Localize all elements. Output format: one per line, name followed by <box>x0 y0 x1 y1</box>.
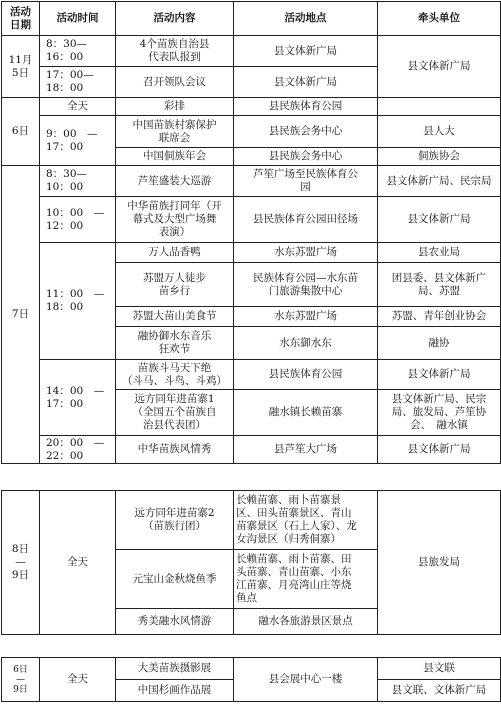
location-cell: 县民族会务中心 <box>234 116 378 148</box>
unit-cell <box>378 98 501 116</box>
table-row <box>2 98 501 116</box>
unit-cell: 苏盟、青年创业协会 <box>378 307 501 327</box>
unit-cell: 侗族协会 <box>378 148 501 166</box>
table-row <box>2 166 501 197</box>
content-cell: 中国杉画作品展 <box>116 680 234 702</box>
content-cell: 万人品香鸭 <box>116 243 234 263</box>
content-cell: 苏盟大苗山美食节 <box>116 307 234 327</box>
location-cell: 县民族体育公园 <box>234 360 378 390</box>
date-cell: 8日 — 9日 <box>2 491 40 635</box>
location-cell: 县芦笙大广场 <box>234 436 378 464</box>
date-cell: 7日 <box>2 166 40 464</box>
header-date: 活动 日期 <box>2 2 40 36</box>
content-cell: 彩排 <box>116 98 234 116</box>
date-cell: 6日 — 9日 <box>2 658 40 702</box>
location-cell: 长赖苗寨、雨卜苗寨景 区、田头苗寨景区、青山 苗寨景区（石上人家）、龙 女沟景区（归秀侗寨） <box>234 491 378 550</box>
content-cell: 苗族斗马天下绝 （斗马、斗鸟、斗鸡） <box>116 360 234 390</box>
time-cell: 14：00 — 17：00 <box>40 360 116 436</box>
content-cell: 元宝山金秋烧鱼季 <box>116 550 234 609</box>
unit-cell: 县文体新广局、民宗 局、旅发局、芦笙协 会、 融水镇 <box>378 390 501 436</box>
time-cell: 20：00 — 22：00 <box>40 436 116 464</box>
time-cell: 全天 <box>40 658 116 702</box>
content-cell: 中华苗族风情秀 <box>116 436 234 464</box>
unit-cell: 县文体新广局、民宗局 <box>378 166 501 197</box>
unit-cell: 县农业局 <box>378 243 501 263</box>
schedule-table-main <box>1 1 501 464</box>
time-cell: 8：30— 10：00 <box>40 166 116 197</box>
table-row <box>2 360 501 390</box>
time-cell: 17：00— 18：00 <box>40 67 116 98</box>
content-cell: 苏盟万人徒步 苗乡行 <box>116 263 234 307</box>
location-cell: 县民族会务中心 <box>234 148 378 166</box>
time-cell: 全天 <box>40 491 116 635</box>
date-cell: 6日 <box>2 98 40 166</box>
location-cell: 县文体新广局 <box>234 36 378 67</box>
location-cell: 县民族体育公园田径场 <box>234 197 378 243</box>
unit-cell: 县人大 <box>378 116 501 148</box>
content-cell: 芦笙盛装大巡游 <box>116 166 234 197</box>
content-cell: 召开领队会议 <box>116 67 234 98</box>
unit-cell: 县旅发局 <box>378 491 501 635</box>
content-cell: 中华苗族打同年（开 幕式及大型广场舞 表演） <box>116 197 234 243</box>
header-location: 活动地点 <box>234 2 378 36</box>
header-time: 活动时间 <box>40 2 116 36</box>
content-cell: 远方同年进苗寨1 （全国五个苗族自 治县代表团） <box>116 390 234 436</box>
content-cell: 中国苗族村寨保护 联席会 <box>116 116 234 148</box>
location-cell: 融水各旅游景区景点 <box>234 609 378 635</box>
table-row <box>2 436 501 464</box>
unit-cell: 县文联 <box>378 658 501 680</box>
content-cell: 秀美融水风情游 <box>116 609 234 635</box>
date-cell: 11月 5日 <box>2 36 40 98</box>
time-cell: 全天 <box>40 98 116 116</box>
time-cell: 8：30— 16：00 <box>40 36 116 67</box>
location-cell: 水东苏盟广场 <box>234 307 378 327</box>
location-cell: 民族体育公园—水东苗 门旅游集散中心 <box>234 263 378 307</box>
table-row <box>2 658 501 680</box>
header-unit: 牵头单位 <box>378 2 501 36</box>
header-content: 活动内容 <box>116 2 234 36</box>
content-cell: 大美苗族摄影展 <box>116 658 234 680</box>
table-row <box>2 491 501 550</box>
unit-cell: 县文联、文体新广局 <box>378 680 501 702</box>
table-row <box>2 116 501 148</box>
location-cell: 水东御水东 <box>234 327 378 360</box>
location-cell: 芦笙广场至民族体育公 园 <box>234 166 378 197</box>
location-cell: 融水镇长赖苗寨 <box>234 390 378 436</box>
time-cell: 11：00 — 18：00 <box>40 243 116 360</box>
header-row <box>2 2 501 36</box>
location-cell: 县民族体育公园 <box>234 98 378 116</box>
location-cell: 水东苏盟广场 <box>234 243 378 263</box>
content-cell: 远方同年进苗寨2 （苗族行团） <box>116 491 234 550</box>
table-row <box>2 36 501 67</box>
schedule-table-tourism <box>1 490 501 635</box>
unit-cell: 团县委、县文体新广 局、苏盟 <box>378 263 501 307</box>
location-cell: 县会展中心一楼 <box>234 658 378 702</box>
table-row <box>2 197 501 243</box>
unit-cell: 县文体新广局 <box>378 36 501 98</box>
table-row <box>2 243 501 263</box>
unit-cell: 县文体新广局 <box>378 436 501 464</box>
content-cell: 中国侗族年会 <box>116 148 234 166</box>
location-cell: 长赖苗寨、雨卜苗寨、田 头苗寨、青山苗寨、小东 江苗寨、月亮湾山庄等烧 鱼点 <box>234 550 378 609</box>
unit-cell: 融协 <box>378 327 501 360</box>
time-cell: 9：00 — 17：00 <box>40 116 116 166</box>
unit-cell: 县文体新广局 <box>378 360 501 390</box>
content-cell: 4个苗族自治县 代表队报到 <box>116 36 234 67</box>
time-cell: 10：00 — 12：00 <box>40 197 116 243</box>
content-cell: 融协御水东音乐 狂欢节 <box>116 327 234 360</box>
schedule-table-exhibition <box>1 657 501 702</box>
unit-cell: 县文体新广局 <box>378 197 501 243</box>
location-cell: 县文体新广局 <box>234 67 378 98</box>
